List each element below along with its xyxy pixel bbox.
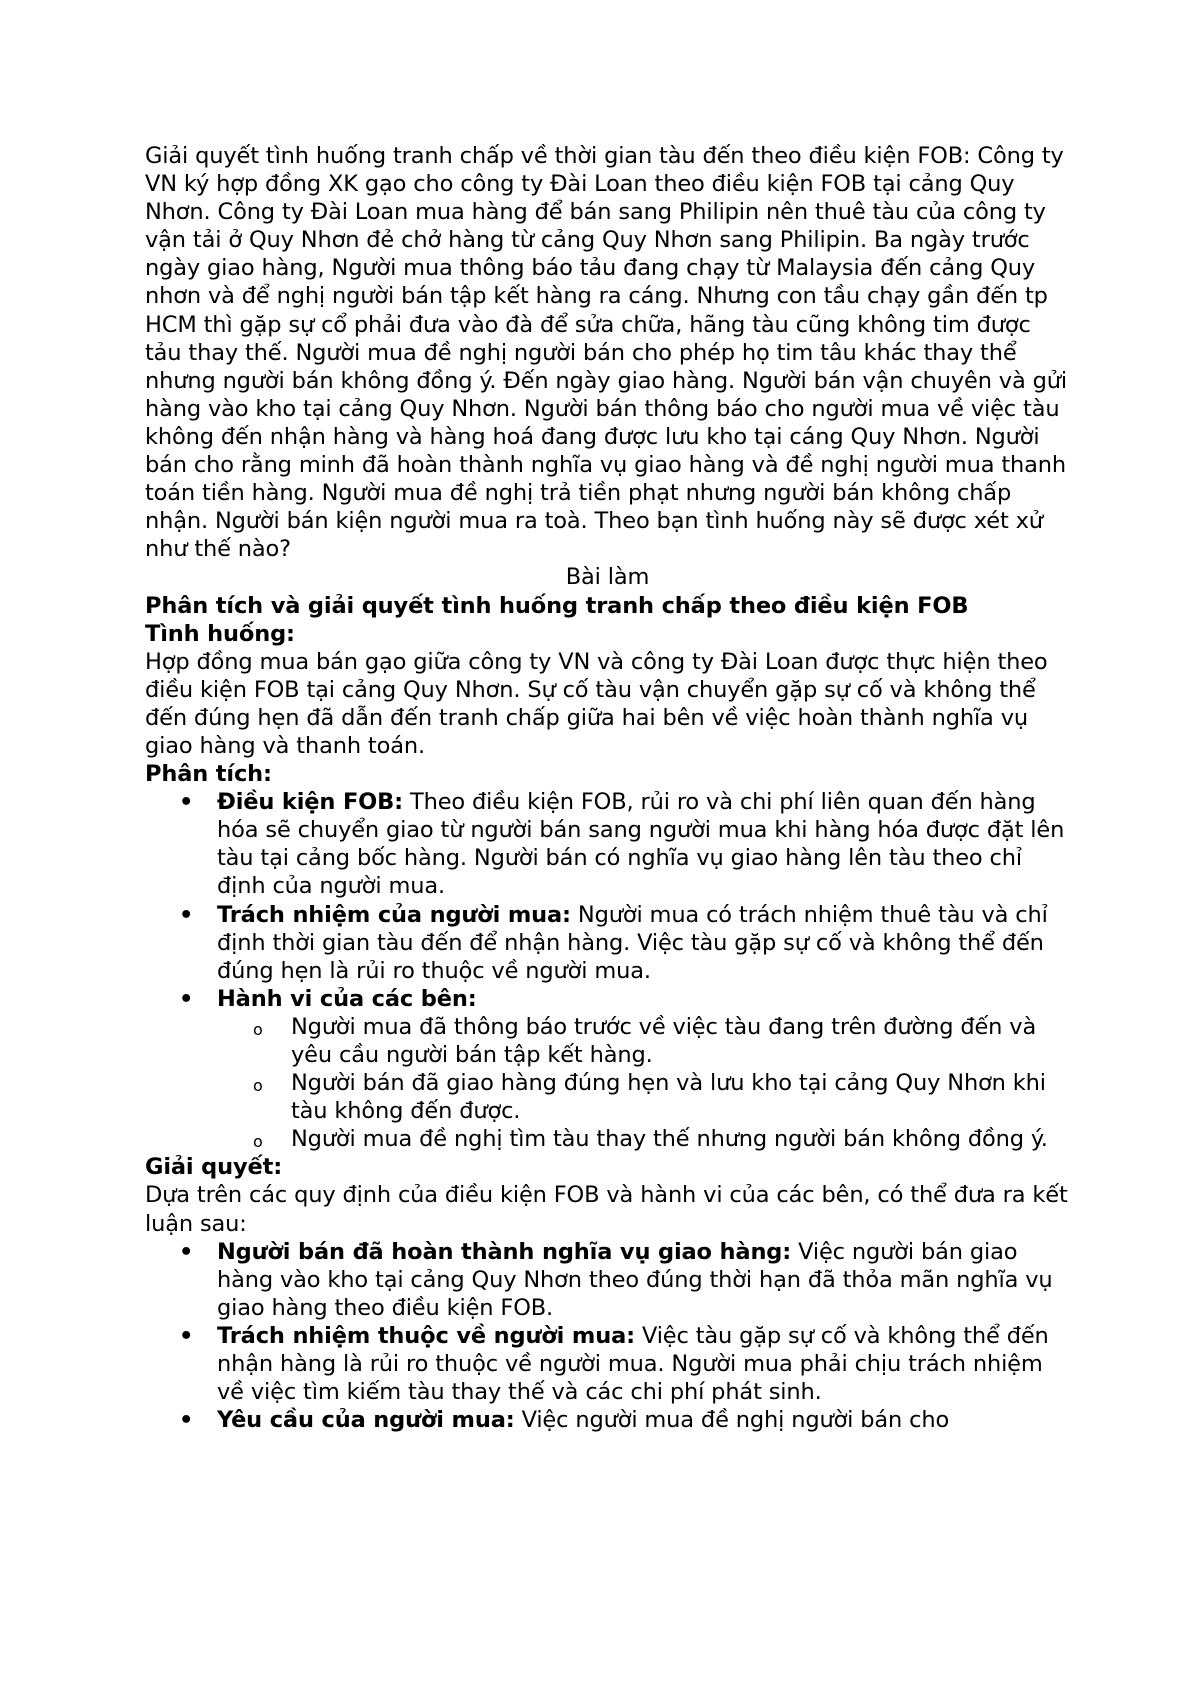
sublist-item-text: Người mua đã thông báo trước về việc tàu đang trên đường đến và yêu cầu người bán tập kết hàng. (291, 1013, 1037, 1068)
list-item-label: Trách nhiệm của người mua: (217, 901, 571, 928)
answer-title: Bài làm (565, 564, 650, 591)
sublist-item-text: Người mua đề nghị tìm tàu thay thế nhưng người bán không đồng ý. (291, 1126, 1048, 1153)
list-item-text: Người mua có trách nhiệm thuê tàu và chỉ định thời gian tàu đến để nhận hàng. Việc tàu gặp sự cố và không thể đến đúng hẹn là rủi ro thuộc về người mua. (217, 901, 1048, 984)
resolution-intro: Dựa trên các quy định của điều kiện FOB và hành vi của các bên, có thể đưa ra kết luận sau: (145, 1182, 1068, 1237)
resolution-heading: Giải quyết: (145, 1154, 283, 1181)
list-item (179, 1406, 1070, 1434)
question-paragraph: Giải quyết tình huống tranh chấp về thời gian tàu đến theo điều kiện FOB: Công ty VN ký hợp đồng XK gạo cho công ty Đài Loan theo điều kiện FOB tại cảng Quy Nhơn. Công ty Đài Loan mua hàng để bán sang Philipin nên thuê tàu của công ty vận tải ở Quy Nhơn đẻ chở hàng từ cảng Quy Nhơn sang Philipin. Ba ngày trước ngày giao hàng, Người mua thông báo tảu đang chạy từ Malaysia đến cảng Quy nhơn và để nghị người bán tập kết hàng ra cáng. Nhưng con tầu chạy gần đến tp HCM thì gặp sự cổ phải đưa vào đà để sửa chữa, hãng tàu cũng không tim được tảu thay thế. Người mua đề nghị người bán cho phép họ tim tâu khác thay thể nhưng người bán không đồng ý. Đến ngày giao hàng. Người bán vận chuyên và gửi hàng vào kho tại cảng Quy Nhơn. Người bán thông báo cho người mua về việc tàu không đến nhận hàng và hàng hoá đang được lưu kho tại cáng Quy Nhơn. Người bán cho rằng minh đã hoàn thành nghĩa vụ giao hàng và đề nghị người mua thanh toán tiền hàng. Người mua đề nghị trả tiền phạt nhưng người bán không chấp nhận. Người bán kiện người mua ra toà. Theo bạn tình huống này sẽ được xét xử như thế nào? (145, 143, 1067, 563)
list-item (179, 1322, 1070, 1406)
bullet-icon: • (179, 1407, 194, 1434)
bullet-icon: • (179, 985, 194, 1012)
analysis-heading: Phân tích: (145, 761, 272, 788)
document-page (145, 142, 1070, 1434)
resolution-list (145, 1238, 1070, 1435)
list-item-text: Việc người bán giao hàng vào kho tại cảng Quy Nhơn theo đúng thời hạn đã thỏa mãn nghĩa vụ giao hàng theo điều kiện FOB. (217, 1238, 1053, 1321)
sublist-item (253, 1125, 1070, 1153)
list-item-label: Hành vi của các bên: (217, 985, 477, 1012)
list-item-text: Theo điều kiện FOB, rủi ro và chi phí liên quan đến hàng hóa sẽ chuyển giao từ người bán sang người mua khi hàng hóa được đặt lên tàu tại cảng bốc hàng. Người bán có nghĩa vụ giao hàng lên tàu theo chỉ định của người mua. (217, 789, 1065, 900)
behavior-sublist (217, 1013, 1070, 1153)
list-item (179, 985, 1070, 1154)
list-item (179, 1238, 1070, 1322)
sublist-item-text: Người bán đã giao hàng đúng hẹn và lưu kho tại cảng Quy Nhơn khi tàu không đến được. (291, 1070, 1046, 1125)
list-item-label: Điều kiện FOB: (217, 789, 404, 816)
bullet-icon: • (179, 789, 194, 816)
situation-paragraph: Hợp đồng mua bán gạo giữa công ty VN và công ty Đài Loan được thực hiện theo điều kiện FOB tại cảng Quy Nhơn. Sự cố tàu vận chuyển gặp sự cố và không thể đến đúng hẹn đã dẫn đến tranh chấp giữa hai bên về việc hoàn thành nghĩa vụ giao hàng và thanh toán. (145, 648, 1048, 759)
analysis-list (145, 788, 1070, 1153)
list-item (179, 901, 1070, 985)
list-item (179, 788, 1070, 900)
main-heading: Phân tích và giải quyết tình huống tranh chấp theo điều kiện FOB (145, 592, 969, 619)
bullet-icon: • (179, 901, 194, 928)
circle-bullet-icon: o (253, 1132, 263, 1152)
list-item-text: Việc tàu gặp sự cố và không thể đến nhận hàng là rủi ro thuộc về người mua. Người mua phải chịu trách nhiệm về việc tìm kiếm tàu thay thế và các chi phí phát sinh. (217, 1322, 1049, 1406)
circle-bullet-icon: o (253, 1019, 263, 1039)
list-item-label: Người bán đã hoàn thành nghĩa vụ giao hàng: (217, 1238, 792, 1265)
bullet-icon: • (179, 1238, 194, 1265)
list-item-text: Việc người mua đề nghị người bán cho (514, 1407, 950, 1434)
list-item-label: Trách nhiệm thuộc về người mua: (217, 1322, 635, 1349)
sublist-item (253, 1013, 1070, 1069)
sublist-item (253, 1069, 1070, 1125)
list-item-label: Yêu cầu của người mua: (217, 1407, 515, 1434)
situation-heading: Tình huống: (145, 620, 295, 647)
circle-bullet-icon: o (253, 1076, 263, 1096)
bullet-icon: • (179, 1322, 194, 1349)
